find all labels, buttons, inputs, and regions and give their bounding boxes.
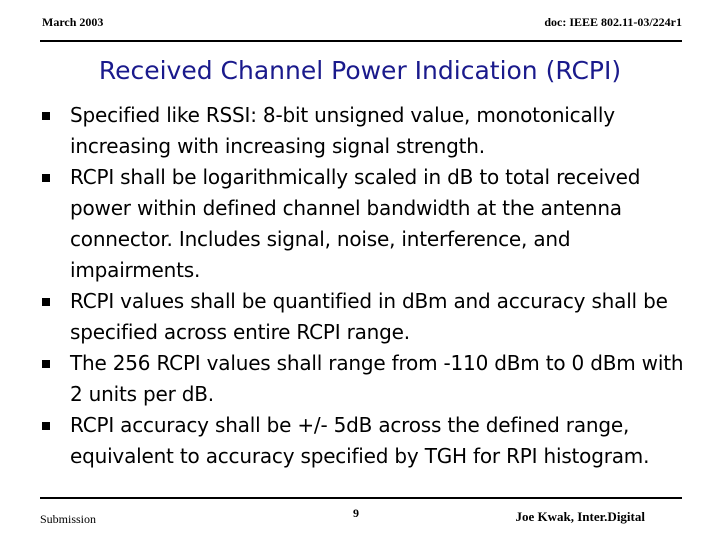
slide-title: Received Channel Power Indication (RCPI) [98,56,622,85]
bullet-text: Specified like RSSI: 8-bit unsigned value, monotonically increasing with increasing signal strength. [70,103,615,158]
square-bullet-icon [42,174,50,182]
bullet-text: The 256 RCPI values shall range from -110 dBm to 0 dBm with 2 units per dB. [70,351,684,406]
bullet-list [40,100,700,472]
page-number: 9 [353,506,359,520]
bullet-text: RCPI accuracy shall be +/- 5dB across the defined range, equivalent to accuracy specified by TGH for RPI histogram. [70,413,650,468]
header-rule [40,40,682,42]
footer-submission: Submission [40,512,97,526]
header-doc-id: doc: IEEE 802.11-03/224r1 [544,15,682,29]
footer-author: Joe Kwak, Inter.Digital [515,509,645,524]
header-date: March 2003 [42,15,104,29]
bullet-item [40,410,700,472]
square-bullet-icon [42,298,50,306]
bullet-item [40,286,700,348]
square-bullet-icon [42,112,50,120]
square-bullet-icon [42,360,50,368]
bullet-text: RCPI shall be logarithmically scaled in dB to total received power within defined channel bandwidth at the antenna connector. Includes signal, noise, interference, and impairments. [70,165,641,282]
bullet-text: RCPI values shall be quantified in dBm and accuracy shall be specified across entire RCPI range. [70,289,668,344]
bullet-item [40,162,700,286]
bullet-item [40,348,700,410]
footer-rule [40,497,682,499]
square-bullet-icon [42,422,50,430]
bullet-item [40,100,700,162]
